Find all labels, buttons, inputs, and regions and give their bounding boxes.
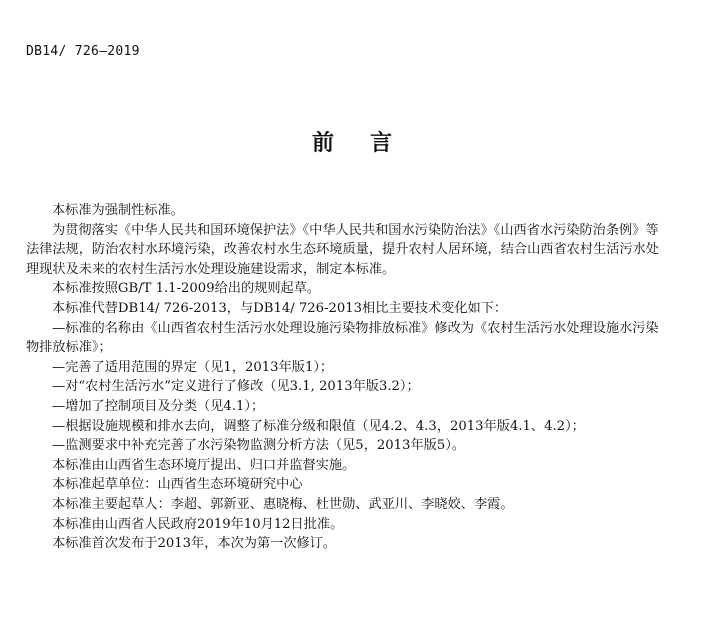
title-char-2: 言 <box>370 131 393 156</box>
list-item: —监测要求中补充完善了水污染物监测分析方法（见5，2013年版5）。 <box>52 438 465 454</box>
paragraph: 本标准按照GB/T 1.1-2009给出的规则起草。 <box>52 281 321 297</box>
title-char-1: 前 <box>311 131 334 156</box>
document-code: DB14/ 726—2019 <box>26 44 140 59</box>
paragraph: 本标准首次发布于2013年，本次为第一次修订。 <box>52 536 337 552</box>
paragraph: 本标准代替DB14/ 726-2013，与DB14/ 726-2013相比主要技术变化如下： <box>52 300 508 316</box>
paragraph: 本标准为强制性标准。 <box>52 203 184 218</box>
paragraph: 本标准起草单位：山西省生态环境研究中心 <box>52 477 303 493</box>
list-item: —对“农村生活污水”定义进行了修改（见3.1, 2013年版3.2）； <box>52 379 420 395</box>
list-item: —增加了控制项目及分类（见4.1）； <box>52 398 265 414</box>
paragraph: 本标准由山西省人民政府2019年10月12日批准。 <box>52 516 344 532</box>
paragraph: 为贯彻落实《中华人民共和国环境保护法》《中华人民共和国水污染防治法》《山西省水污染防治条例》等法律法规，防治农村水环境污染，改善农村水生态环境质量，提升农村人居环境，结合山西省农村生活污水处理现状及未来的农村生活污水处理设施建设需求，制定本标准。 <box>26 222 659 277</box>
document-body <box>26 201 666 554</box>
paragraph: 本标准主要起草人：李超、郭新亚、惠晓梅、杜世勋、武亚川、李晓姣、李霞。 <box>52 496 514 512</box>
paragraph: 本标准由山西省生态环境厅提出、归口并监督实施。 <box>52 457 356 473</box>
list-item: —根据设施规模和排水去向，调整了标准分级和限值（见4.2、4.3，2013年版4.1、4.2）； <box>52 418 585 434</box>
page-title <box>0 126 704 157</box>
list-item: —标准的名称由《山西省农村生活污水处理设施污染物排放标准》修改为《农村生活污水处理设施水污染物排放标准》； <box>26 320 659 356</box>
list-item: —完善了适用范围的界定（见1，2013年版1）； <box>52 359 334 375</box>
